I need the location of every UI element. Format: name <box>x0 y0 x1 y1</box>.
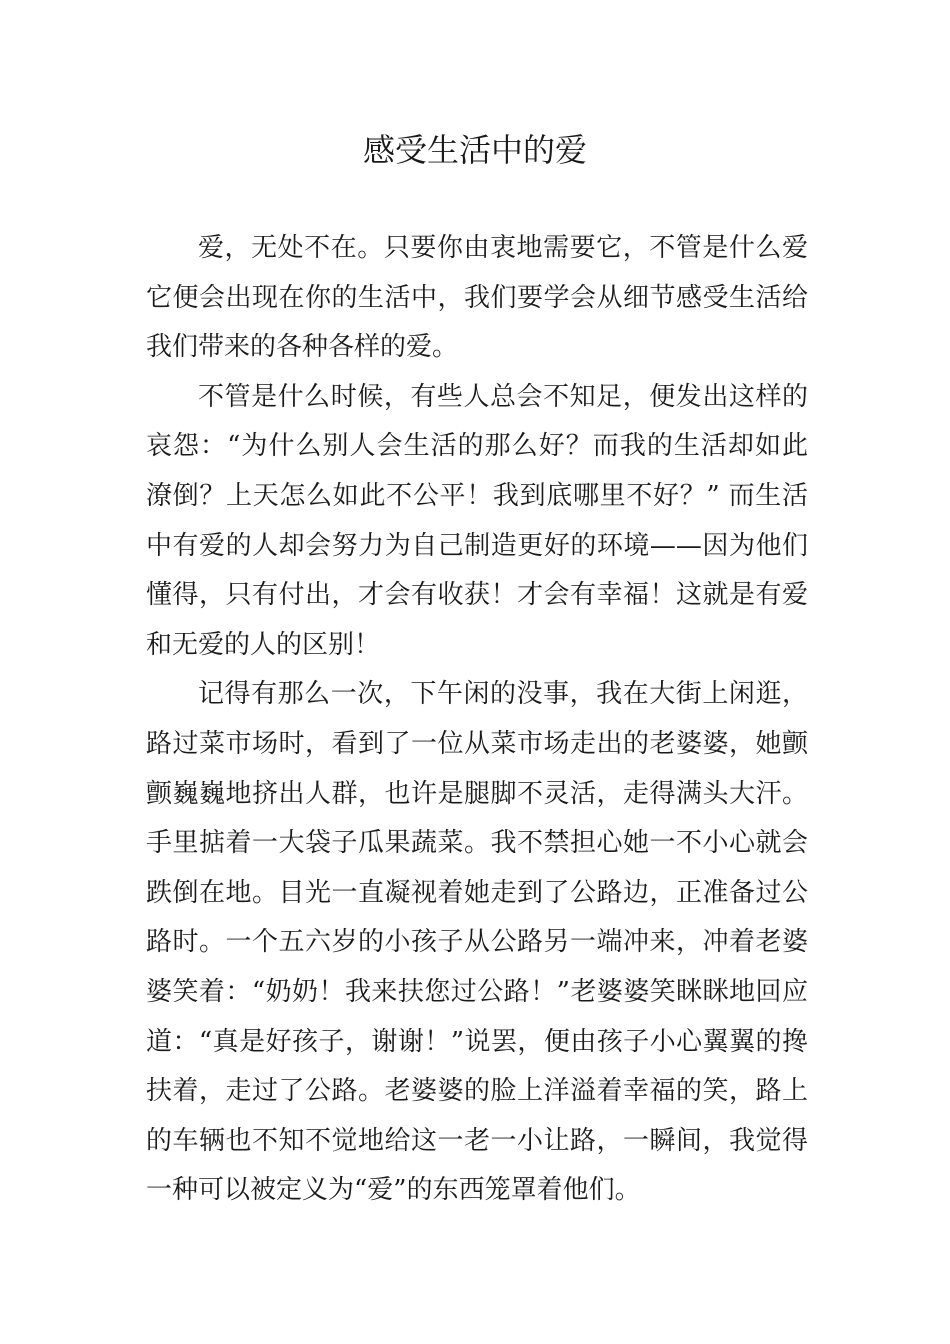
paragraph-3: 记得有那么一次，下午闲的没事，我在大街上闲逛，路过菜市场时，看到了一位从菜市场走出的老婆婆，她颤颤巍巍地挤出人群，也许是腿脚不灵活，走得满头大汗。手里掂着一大袋子瓜果蔬菜。我不禁担心她一不小心就会跌倒在地。目光一直凝视着她走到了公路边，正准备过公路时。一个五六岁的小孩子从公路另一端冲来，冲着老婆婆笑着：“奶奶！我来扶您过公路！”老婆婆笑眯眯地回应道：“真是好孩子，谢谢！”说罢，便由孩子小心翼翼的搀扶着，走过了公路。老婆婆的脸上洋溢着幸福的笑，路上的车辆也不知不觉地给这一老一小让路，一瞬间，我觉得一种可以被定义为“爱”的东西笼罩着他们。 <box>146 679 808 1206</box>
document-title: 感受生活中的爱 <box>362 131 587 169</box>
document-body <box>146 224 808 1216</box>
paragraph-2: 不管是什么时候，有些人总会不知足，便发出这样的哀怨：“为什么别人会生活的那么好？而我的生活却如此潦倒？上天怎么如此不公平！我到底哪里不好？” 而生活中有爱的人却会努力为自己制造更好的环境——因为他们懂得，只有付出，才会有收获！才会有幸福！这就是有爱和无爱的人的区别！ <box>146 381 808 660</box>
paragraph-1: 爱，无处不在。只要你由衷地需要它，不管是什么爱它便会出现在你的生活中，我们要学会从细节感受生活给我们带来的各种各样的爱。 <box>146 233 808 363</box>
